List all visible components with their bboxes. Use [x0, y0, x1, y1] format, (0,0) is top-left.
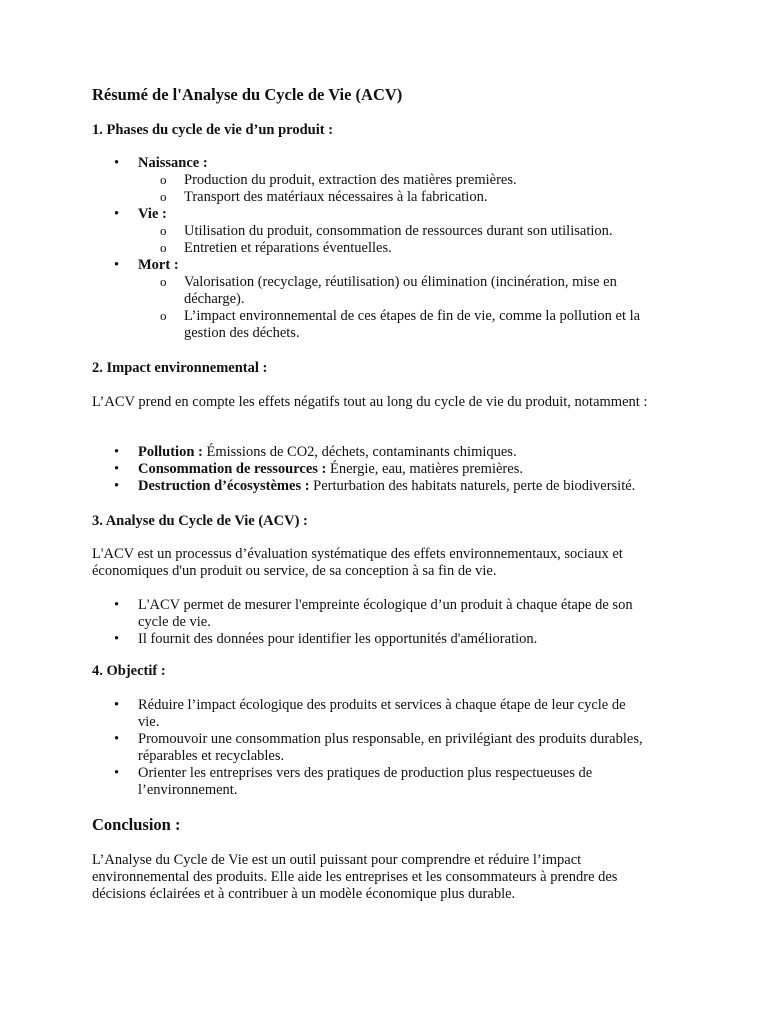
impact-item: [92, 478, 692, 495]
phases-list: [92, 155, 692, 342]
impact-item: [92, 461, 692, 478]
impact-list: [92, 444, 692, 495]
conclusion-heading: Conclusion :: [92, 815, 181, 834]
impact-text: Perturbation des habitats naturels, perte de biodiversité.: [309, 478, 636, 494]
phase-label: Naissance :: [138, 155, 208, 171]
acv-list: [92, 597, 692, 648]
phase-subitem: o Utilisation du produit, consommation de ressources durant son utilisation.: [138, 223, 674, 240]
phase-subitem: o Transport des matériaux nécessaires à la fabrication.: [138, 189, 674, 206]
impact-text: Émissions de CO2, déchets, contaminants chimiques.: [202, 444, 517, 460]
document-title: Résumé de l'Analyse du Cycle de Vie (ACV): [92, 85, 403, 104]
impact-label: Destruction d’écosystèmes :: [138, 478, 310, 494]
phase-item-mort: [92, 257, 692, 342]
section-3-intro: L'ACV est un processus d’évaluation systématique des effets environnementaux, sociaux et économiques d'un produit ou service, de sa conception à sa fin de vie.: [92, 546, 623, 579]
phase-subitem: o L’impact environnemental de ces étapes de fin de vie, comme la pollution et la gestion des déchets.: [138, 308, 674, 342]
phase-subitem: o Valorisation (recyclage, réutilisation) ou élimination (incinération, mise en décharge).: [138, 274, 674, 308]
impact-label: Consommation de ressources :: [138, 461, 327, 477]
section-1-heading: 1. Phases du cycle de vie d’un produit :: [92, 122, 334, 138]
section-4-heading: 4. Objectif :: [92, 663, 166, 679]
impact-label: Pollution :: [138, 444, 203, 460]
objective-item: • Réduire l’impact écologique des produits et services à chaque étape de leur cycle de vie.: [92, 697, 638, 731]
phase-sublist: [138, 172, 692, 206]
objective-item: • Orienter les entreprises vers des pratiques de production plus respectueuses de l’environnement.: [92, 765, 638, 799]
phase-item-vie: [92, 206, 692, 257]
phase-sublist: [138, 274, 692, 342]
objective-item: • Promouvoir une consommation plus responsable, en privilégiant des produits durables, réparables et recyclables.: [92, 731, 683, 765]
section-2-heading: 2. Impact environnemental :: [92, 360, 268, 376]
impact-item: [92, 444, 692, 461]
acv-item: • Il fournit des données pour identifier les opportunités d'amélioration.: [92, 631, 692, 648]
phase-item-naissance: [92, 155, 692, 206]
phase-sublist: [138, 223, 692, 257]
objectives-list: [92, 697, 692, 799]
phase-subitem: o Production du produit, extraction des matières premières.: [138, 172, 674, 189]
section-3-heading: 3. Analyse du Cycle de Vie (ACV) :: [92, 513, 308, 529]
acv-item: • L'ACV permet de mesurer l'empreinte écologique d’un produit à chaque étape de son cycle de vie.: [92, 597, 638, 631]
impact-text: Énergie, eau, matières premières.: [326, 461, 523, 477]
section-2-intro: L’ACV prend en compte les effets négatifs tout au long du cycle de vie du produit, notamment :: [92, 394, 648, 410]
phase-label: Mort :: [138, 257, 179, 273]
phase-subitem: o Entretien et réparations éventuelles.: [138, 240, 674, 257]
conclusion-text: L’Analyse du Cycle de Vie est un outil puissant pour comprendre et réduire l’impact environnemental des produits. Elle aide les entreprises et les consommateurs à prendre des décisions éclairées et à contribuer à un modèle économique plus durable.: [92, 852, 618, 902]
phase-label: Vie :: [138, 206, 167, 222]
